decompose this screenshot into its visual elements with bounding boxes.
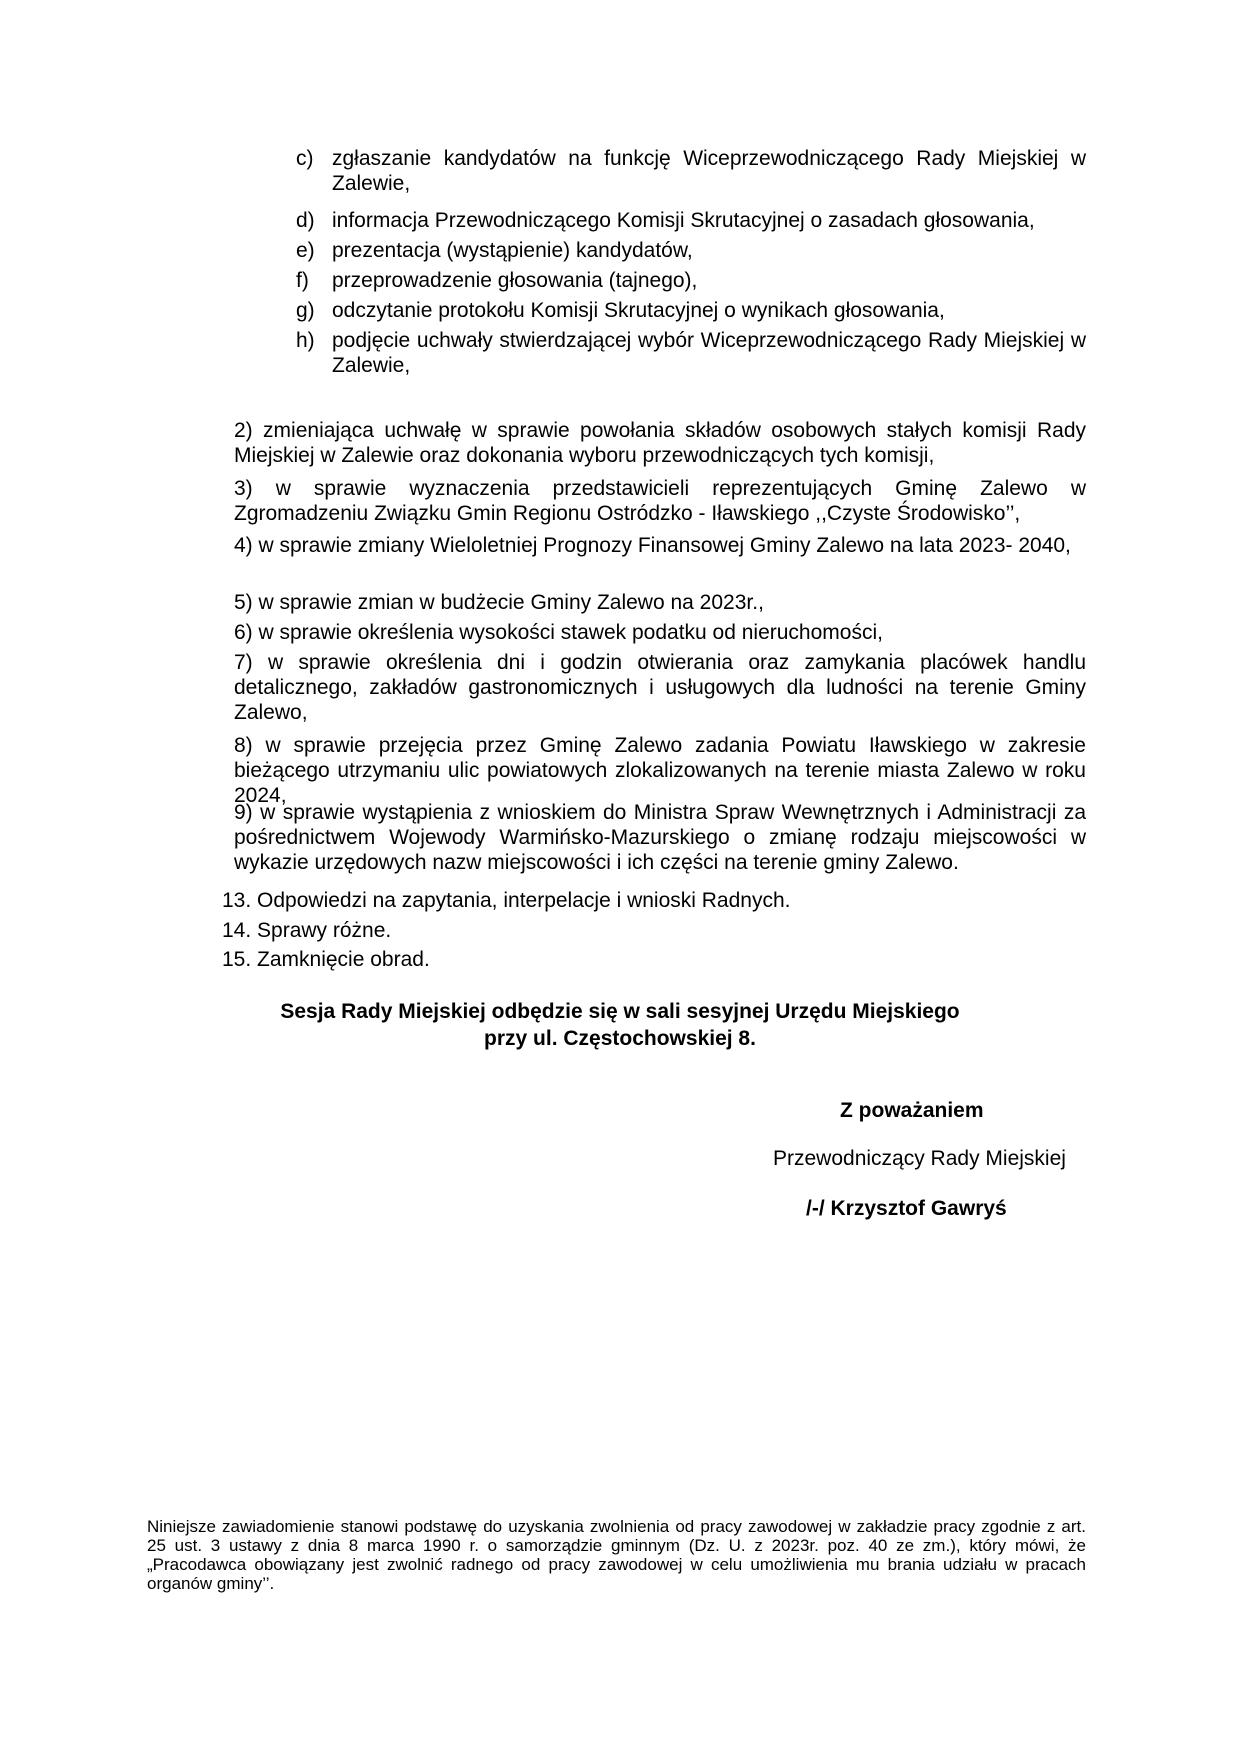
resolution-text: 9) w sprawie wystąpienia z wnioskiem do Ministra Spraw Wewnętrznych i Administracji za pośrednictwem Wojewody Warmińsko-Mazurskiego o zmianę rodzaju miejscowości w wykazie urzędowych nazw miejscowości i ich części na terenie gminy Zalewo.: [234, 801, 1086, 874]
resolution-text: 5) w sprawie zmian w budżecie Gminy Zalewo na 2023r.,: [234, 591, 764, 614]
list-item-text: przeprowadzenie głosowania (tajnego),: [332, 269, 698, 292]
list-item-text: informacja Przewodniczącego Komisji Skrutacyjnej o zasadach głosowania,: [332, 209, 1035, 232]
resolution-item: [234, 418, 1086, 468]
list-item-label: f): [296, 269, 309, 292]
resolution-item: [234, 533, 1086, 558]
resolution-text: 7) w sprawie określenia dni i godzin otwierania oraz zamykania placówek handlu detalicznego, zakładów gastronomicznych i usługowych dla ludności na terenie Gminy Zalewo,: [234, 651, 1086, 724]
list-item: [296, 146, 1086, 196]
list-item-label: e): [296, 239, 315, 262]
list-item: [296, 328, 1086, 378]
agenda-text: 15. Zamknięcie obrad.: [222, 948, 430, 971]
resolution-item: [234, 620, 1086, 645]
footnote: Niniejsze zawiadomienie stanowi podstawę do uzyskania zwolnienia od pracy zawodowej w zakładzie pracy zgodnie z art. 25 ust. 3 ustawy z dnia 8 marca 1990 r. o samorządzie gminnym (Dz. U. z 2023r. poz. 40 ze zm.), który mówi, że „Pracodawca obowiązany jest zwolnić radnego od pracy zawodowej w celu umożliwienia mu brania udziału w pracach organów gminy’’.: [147, 1517, 1086, 1593]
list-item-label: c): [296, 147, 314, 170]
agenda-text: 14. Sprawy różne.: [222, 919, 392, 942]
list-item-text: zgłaszanie kandydatów na funkcję Wiceprzewodniczącego Rady Miejskiej w Zalewie,: [332, 147, 1086, 195]
list-item-text: podjęcie uchwały stwierdzającej wybór Wiceprzewodniczącego Rady Miejskiej w Zalewie,: [332, 329, 1086, 377]
list-item-label: g): [296, 299, 315, 322]
resolution-text: 3) w sprawie wyznaczenia przedstawicieli reprezentujących Gminę Zalewo w Zgromadzeniu Związku Gmin Regionu Ostródzko - Iławskiego ,,Czyste Środowisko’’,: [234, 477, 1086, 525]
venue-line-2: przy ul. Częstochowskiej 8.: [484, 1027, 756, 1050]
signature-role: Przewodniczący Rady Miejskiej: [773, 1147, 1066, 1170]
resolution-text: 6) w sprawie określenia wysokości stawek podatku od nieruchomości,: [234, 621, 883, 644]
resolution-item: [234, 733, 1086, 808]
signature-greeting: Z poważaniem: [840, 1099, 984, 1122]
list-item-text: prezentacja (wystąpienie) kandydatów,: [332, 239, 693, 262]
resolution-item: [234, 476, 1086, 526]
list-item: [296, 238, 1086, 263]
resolution-item: [234, 590, 1086, 615]
list-item-label: d): [296, 209, 315, 232]
list-item: [296, 268, 1086, 293]
resolution-text: 4) w sprawie zmiany Wieloletniej Prognozy Finansowej Gminy Zalewo na lata 2023- 2040,: [234, 534, 1071, 557]
resolution-item: [234, 650, 1086, 725]
resolution-text: 8) w sprawie przejęcia przez Gminę Zalewo zadania Powiatu Iławskiego w zakresie bieżącego utrzymaniu ulic powiatowych zlokalizowanych na terenie miasta Zalewo w roku 2024,: [234, 734, 1086, 807]
signature-name: /-/ Krzysztof Gawryś: [806, 1197, 1007, 1220]
list-item-text: odczytanie protokołu Komisji Skrutacyjnej o wynikach głosowania,: [332, 299, 945, 322]
resolution-text: 2) zmieniająca uchwałę w sprawie powołania składów osobowych stałych komisji Rady Miejskiej w Zalewie oraz dokonania wyboru przewodniczących tych komisji,: [234, 419, 1086, 467]
list-item-label: h): [296, 329, 315, 352]
agenda-item: [222, 918, 622, 943]
venue-line-1: Sesja Rady Miejskiej odbędzie się w sali sesyjnej Urzędu Miejskiego: [280, 1000, 960, 1023]
agenda-item: [222, 888, 1086, 913]
resolution-item: [234, 800, 1086, 875]
list-item: [296, 208, 1086, 233]
agenda-item: [222, 947, 622, 972]
list-item: [296, 298, 1086, 323]
agenda-text: 13. Odpowiedzi na zapytania, interpelacje i wnioski Radnych.: [222, 889, 791, 912]
